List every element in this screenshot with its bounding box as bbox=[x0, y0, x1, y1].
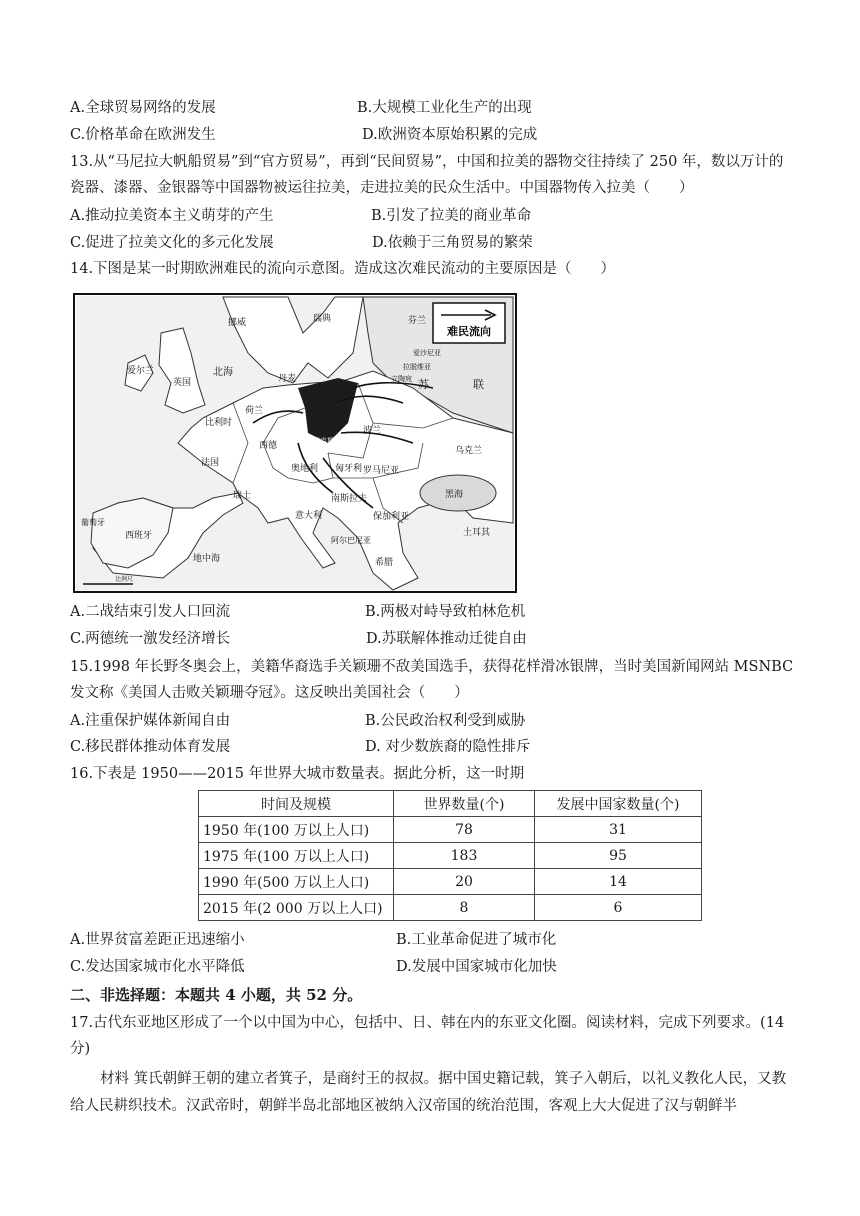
label-netherlands: 荷兰 bbox=[245, 406, 264, 416]
label-romania: 罗马尼亚 bbox=[363, 466, 400, 476]
label-denmark: 丹麦 bbox=[278, 374, 297, 384]
table-cell: 183 bbox=[394, 843, 535, 869]
table-header: 发展中国家数量(个) bbox=[535, 791, 702, 817]
label-spain: 西班牙 bbox=[125, 531, 153, 541]
table-cell: 1990 年(500 万以上人口) bbox=[199, 869, 394, 895]
table-cell: 95 bbox=[535, 843, 702, 869]
label-black-sea: 黑海 bbox=[445, 490, 464, 500]
q12-option-b: B.大规模工业化生产的出现 bbox=[357, 100, 532, 116]
q15-option-d: D. 对少数族裔的隐性排斥 bbox=[365, 739, 531, 755]
q13-stem: 13.从“马尼拉大帆船贸易”到“官方贸易”，再到“民间贸易”，中国和拉美的器物交往持续了 250 年，数以万计的瓷器、漆器、金银器等中国器物被运往拉美，走进拉美的民众生活中。中国器物传入拉美（ ） bbox=[70, 154, 784, 196]
label-ireland: 爱尔兰 bbox=[127, 366, 155, 376]
label-hungary: 匈牙利 bbox=[335, 464, 363, 474]
label-austria: 奥地利 bbox=[291, 464, 319, 474]
label-uk: 英国 bbox=[173, 378, 192, 388]
label-north-sea: 北海 bbox=[213, 367, 233, 378]
city-count-table bbox=[198, 790, 702, 921]
q14-option-b: B.两极对峙导致柏林危机 bbox=[365, 604, 526, 620]
q14-option-d: D.苏联解体推动迁徙自由 bbox=[366, 631, 527, 647]
label-poland: 波兰 bbox=[363, 426, 382, 436]
q13-option-d: D.依赖于三角贸易的繁荣 bbox=[372, 235, 533, 251]
label-su: 苏 bbox=[418, 378, 429, 391]
table-cell: 20 bbox=[394, 869, 535, 895]
table-header-row bbox=[199, 791, 702, 817]
label-latvia: 拉脱维亚 bbox=[403, 363, 431, 371]
q14-option-c: C.两德统一激发经济增长 bbox=[70, 631, 231, 647]
label-yugoslavia: 南斯拉夫 bbox=[331, 494, 368, 504]
table-cell: 1975 年(100 万以上人口) bbox=[199, 843, 394, 869]
q17-stem: 17.古代东亚地区形成了一个以中国为中心，包括中、日、韩在内的东亚文化圈。阅读材料，完成下列要求。(14 分) bbox=[70, 1015, 785, 1057]
map-legend-label: 难民流向 bbox=[447, 325, 491, 338]
label-west-germany: 西德 bbox=[259, 441, 278, 451]
label-switzerland: 瑞士 bbox=[233, 491, 252, 501]
label-sweden: 瑞典 bbox=[313, 314, 332, 324]
q15-option-a: A.注重保护媒体新闻自由 bbox=[70, 713, 231, 729]
label-portugal: 葡萄牙 bbox=[81, 518, 105, 527]
table-row bbox=[199, 817, 702, 843]
q16-option-c: C.发达国家城市化水平降低 bbox=[70, 959, 245, 975]
q16-option-d: D.发展中国家城市化加快 bbox=[396, 959, 557, 975]
table-row bbox=[199, 869, 702, 895]
q15-option-c: C.移民群体推动体育发展 bbox=[70, 739, 231, 755]
table-cell: 14 bbox=[535, 869, 702, 895]
q12-option-d: D.欧洲资本原始积累的完成 bbox=[362, 127, 538, 143]
q16-option-b: B.工业革命促进了城市化 bbox=[396, 932, 557, 948]
table-row bbox=[199, 843, 702, 869]
label-lian: 联 bbox=[473, 378, 484, 391]
table-header: 时间及规模 bbox=[199, 791, 394, 817]
table-cell: 6 bbox=[535, 895, 702, 921]
table-row bbox=[199, 895, 702, 921]
label-estonia: 爱沙尼亚 bbox=[413, 349, 441, 357]
table-cell: 1950 年(100 万以上人口) bbox=[199, 817, 394, 843]
label-norway: 挪威 bbox=[228, 318, 247, 328]
table-header: 世界数量(个) bbox=[394, 791, 535, 817]
q14-option-a: A.二战结束引发人口回流 bbox=[70, 604, 231, 620]
label-scale: 比例尺 bbox=[115, 576, 134, 583]
label-east-germany: 东德 bbox=[283, 426, 302, 436]
label-finland: 芬兰 bbox=[408, 316, 427, 326]
refugee-flow-map bbox=[73, 293, 517, 593]
label-ukraine: 乌克兰 bbox=[455, 446, 483, 456]
q12-option-c: C.价格革命在欧洲发生 bbox=[70, 127, 216, 143]
q16-option-a: A.世界贫富差距正迅速缩小 bbox=[70, 932, 245, 948]
label-france: 法国 bbox=[201, 458, 220, 468]
q15-option-b: B.公民政治权利受到威胁 bbox=[365, 713, 526, 729]
table-cell: 8 bbox=[394, 895, 535, 921]
q12-option-a: A.全球贸易网络的发展 bbox=[70, 100, 216, 116]
q13-option-b: B.引发了拉美的商业革命 bbox=[371, 208, 532, 224]
table-cell: 78 bbox=[394, 817, 535, 843]
q15-stem: 15.1998 年长野冬奥会上，美籍华裔选手关颖珊不敌美国选手，获得花样滑冰银牌，当时美国新闻网站 MSNBC 发文称《美国人击败关颖珊夺冠》。这反映出美国社会（ ） bbox=[70, 659, 794, 701]
label-bulgaria: 保加利亚 bbox=[373, 512, 410, 522]
label-mediterranean: 地中海 bbox=[193, 554, 221, 564]
q13-option-a: A.推动拉美资本主义萌芽的产生 bbox=[70, 208, 274, 224]
q14-stem: 14.下图是某一时期欧洲难民的流向示意图。造成这次难民流动的主要原因是（ ） bbox=[70, 261, 616, 277]
q16-stem: 16.下表是 1950——2015 年世界大城市数量表。据此分析，这一时期 bbox=[70, 766, 525, 782]
q13-option-c: C.促进了拉美文化的多元化发展 bbox=[70, 235, 274, 251]
label-albania: 阿尔巴尼亚 bbox=[331, 536, 371, 545]
label-czechoslovakia: 捷克斯洛伐克 bbox=[313, 437, 355, 445]
label-lithuania: 立陶宛 bbox=[391, 375, 412, 383]
table-cell: 31 bbox=[535, 817, 702, 843]
section-2-title: 二、非选择题：本题共 4 小题，共 52 分。 bbox=[70, 986, 363, 1004]
q17-material: 材料 箕氏朝鲜王朝的建立者箕子，是商纣王的叔叔。据中国史籍记载，箕子入朝后，以礼义教化人民，又教给人民耕织技术。汉武帝时，朝鲜半岛北部地区被纳入汉帝国的统治范围，客观上大大促进了汉与朝鲜半 bbox=[70, 1071, 787, 1114]
label-belgium: 比利时 bbox=[205, 418, 233, 428]
label-turkey: 土耳其 bbox=[463, 528, 491, 538]
label-greece: 希腊 bbox=[375, 558, 394, 568]
label-italy: 意大利 bbox=[295, 511, 323, 521]
table-cell: 2015 年(2 000 万以上人口) bbox=[199, 895, 394, 921]
